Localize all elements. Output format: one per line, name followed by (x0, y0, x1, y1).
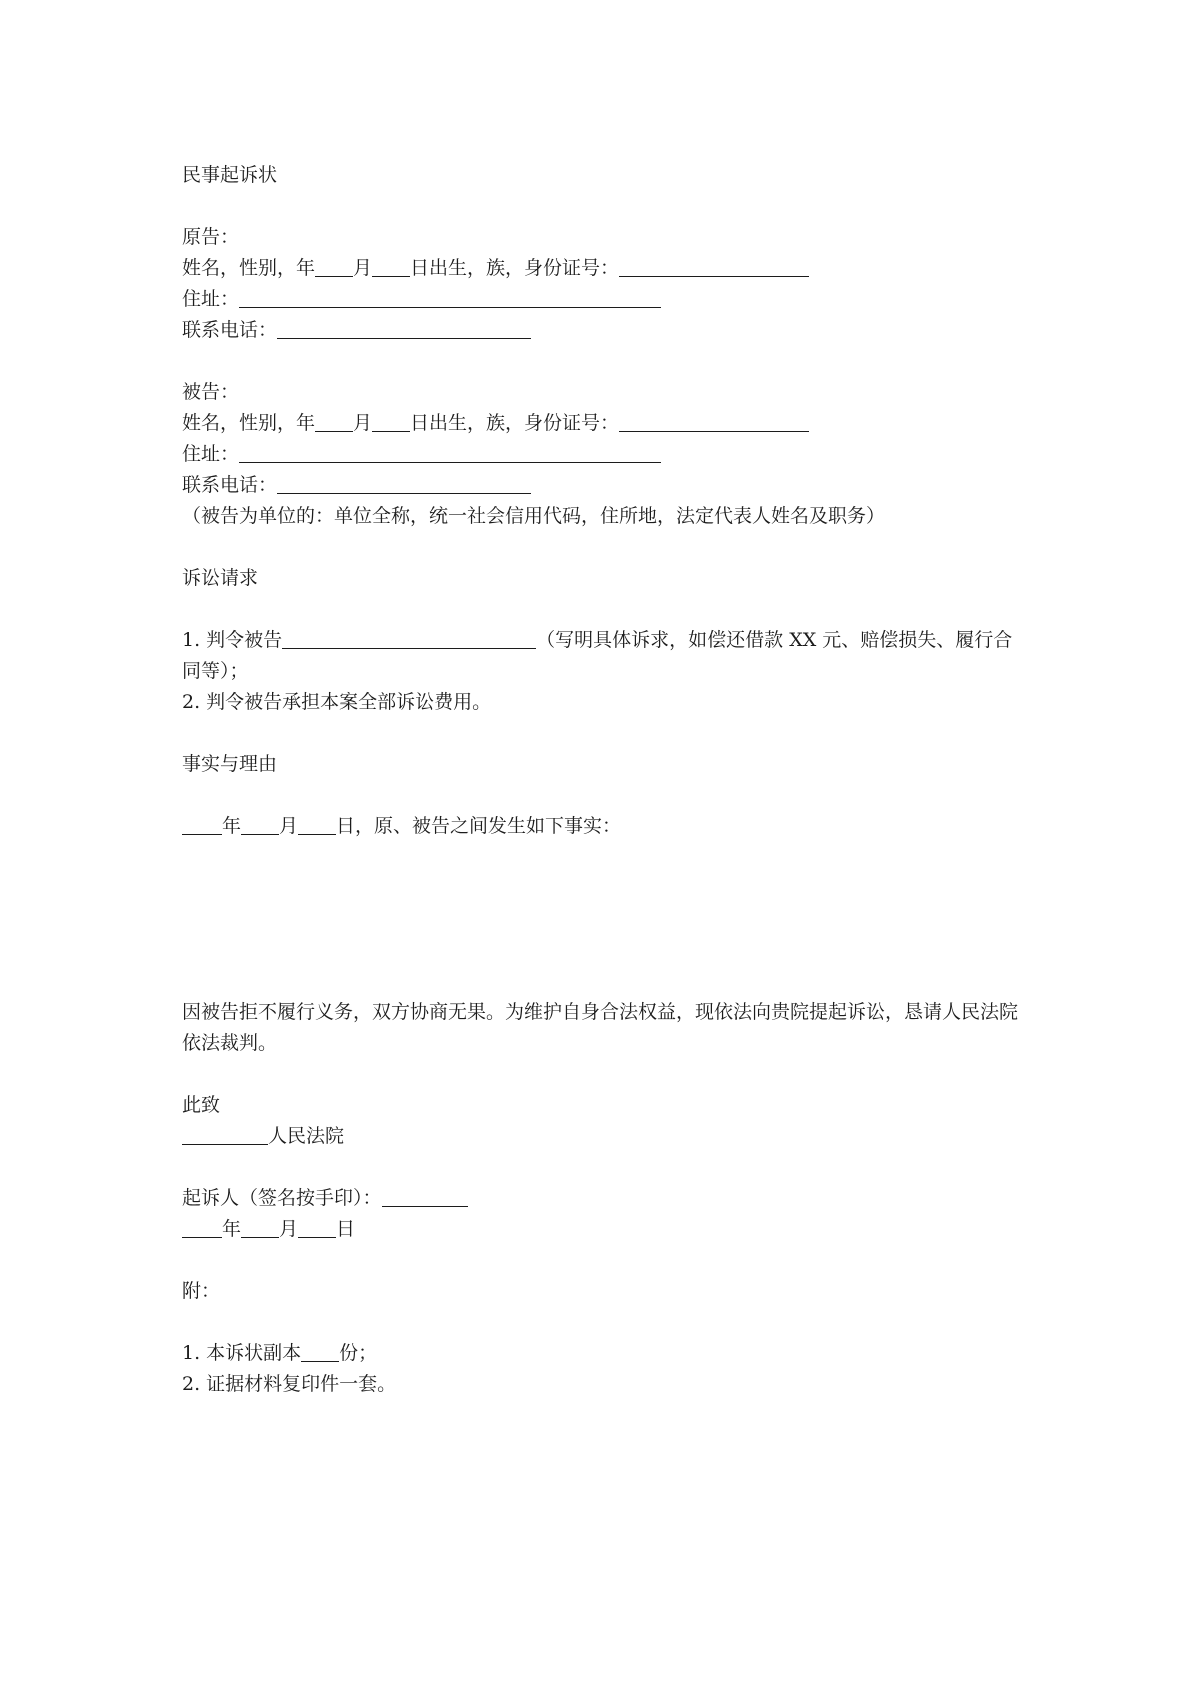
spacer (182, 532, 1022, 563)
closing-year-blank[interactable] (182, 1215, 222, 1238)
facts-year-blank[interactable] (182, 812, 222, 835)
closing-day-label: 日 (336, 1218, 356, 1240)
facts-day-blank[interactable] (298, 812, 336, 835)
attachment-item-2: 2. 证据材料复印件一套。 (182, 1373, 397, 1395)
closing-month-label: 月 (279, 1218, 299, 1240)
claim-item-1 (182, 625, 1022, 687)
facts-date-line (182, 811, 1022, 842)
attachment-copies-blank[interactable] (301, 1339, 339, 1362)
defendant-day-blank[interactable] (372, 409, 410, 432)
defendant-info-suffix: 日出生，族，身份证号： (410, 412, 620, 434)
plaintiff-info-month: 月 (353, 257, 373, 279)
plaintiff-info-suffix: 日出生，族，身份证号： (410, 257, 620, 279)
defendant-phone-blank[interactable] (277, 471, 531, 494)
spacer (182, 1059, 1022, 1090)
claim-item-1-blank[interactable] (282, 626, 536, 649)
plaintiff-day-blank[interactable] (372, 254, 410, 277)
defendant-info-prefix: 姓名，性别，年 (182, 412, 316, 434)
signer-label: 起诉人（签名按手印）： (182, 1187, 382, 1209)
defendant-address-blank[interactable] (239, 440, 661, 463)
signer-line (182, 1183, 1022, 1214)
closing-date-line (182, 1214, 1022, 1245)
closing-month-blank[interactable] (241, 1215, 279, 1238)
facts-heading: 事实与理由 (182, 753, 278, 775)
defendant-phone-label: 联系电话： (182, 474, 278, 496)
plaintiff-phone-blank[interactable] (277, 316, 531, 339)
defendant-address-line (182, 439, 1022, 470)
spacer (182, 1152, 1022, 1183)
facts-blank-area[interactable] (182, 842, 1022, 997)
facts-conclusion: 因被告拒不履行义务，双方协商无果。为维护自身合法权益，现依法向贵院提起诉讼，恳请人民法院依法裁判。 (182, 1001, 1019, 1054)
closing-day-blank[interactable] (298, 1215, 336, 1238)
attachment-item-1-prefix: 1. 本诉状副本 (182, 1342, 302, 1364)
plaintiff-month-blank[interactable] (315, 254, 353, 277)
closing-salutation: 此致 (182, 1094, 221, 1116)
plaintiff-address-label: 住址： (182, 288, 240, 310)
claim-item-1-suffix: （写明具体诉求，如偿还借款 XX 元、赔偿损失、履行合同等）； (182, 629, 1013, 682)
attachment-item-1-suffix: 份； (339, 1342, 378, 1364)
document-page (182, 160, 1022, 1400)
closing-year-label: 年 (222, 1218, 242, 1240)
defendant-month-blank[interactable] (315, 409, 353, 432)
plaintiff-phone-line (182, 315, 1022, 346)
facts-year-label: 年 (222, 815, 242, 837)
spacer (182, 718, 1022, 749)
facts-month-label: 月 (279, 815, 299, 837)
spacer (182, 346, 1022, 377)
plaintiff-info-line (182, 253, 1022, 284)
spacer (182, 594, 1022, 625)
attachments-heading: 附： (182, 1280, 221, 1302)
claims-heading: 诉讼请求 (182, 567, 259, 589)
plaintiff-phone-label: 联系电话： (182, 319, 278, 341)
court-name-blank[interactable] (182, 1122, 268, 1145)
plaintiff-address-line (182, 284, 1022, 315)
defendant-note: （被告为单位的：单位全称，统一社会信用代码，住所地，法定代表人姓名及职务） (182, 505, 886, 527)
facts-month-blank[interactable] (241, 812, 279, 835)
spacer (182, 1307, 1022, 1338)
plaintiff-address-blank[interactable] (239, 285, 661, 308)
closing-court-suffix: 人民法院 (268, 1125, 345, 1147)
claim-item-2: 2. 判令被告承担本案全部诉讼费用。 (182, 691, 492, 713)
defendant-address-label: 住址： (182, 443, 240, 465)
document-title: 民事起诉状 (182, 164, 278, 186)
facts-date-suffix: 日，原、被告之间发生如下事实： (336, 815, 622, 837)
spacer (182, 780, 1022, 811)
defendant-info-month: 月 (353, 412, 373, 434)
defendant-heading: 被告： (182, 381, 240, 403)
plaintiff-heading: 原告： (182, 226, 240, 248)
defendant-id-blank[interactable] (619, 409, 809, 432)
spacer (182, 191, 1022, 222)
signer-blank[interactable] (382, 1184, 468, 1207)
plaintiff-info-prefix: 姓名，性别，年 (182, 257, 316, 279)
claim-item-1-prefix: 1. 判令被告 (182, 629, 283, 651)
closing-court-line (182, 1121, 1022, 1152)
spacer (182, 1245, 1022, 1276)
plaintiff-id-blank[interactable] (619, 254, 809, 277)
defendant-info-line (182, 408, 1022, 439)
attachment-item-1 (182, 1338, 1022, 1369)
defendant-phone-line (182, 470, 1022, 501)
